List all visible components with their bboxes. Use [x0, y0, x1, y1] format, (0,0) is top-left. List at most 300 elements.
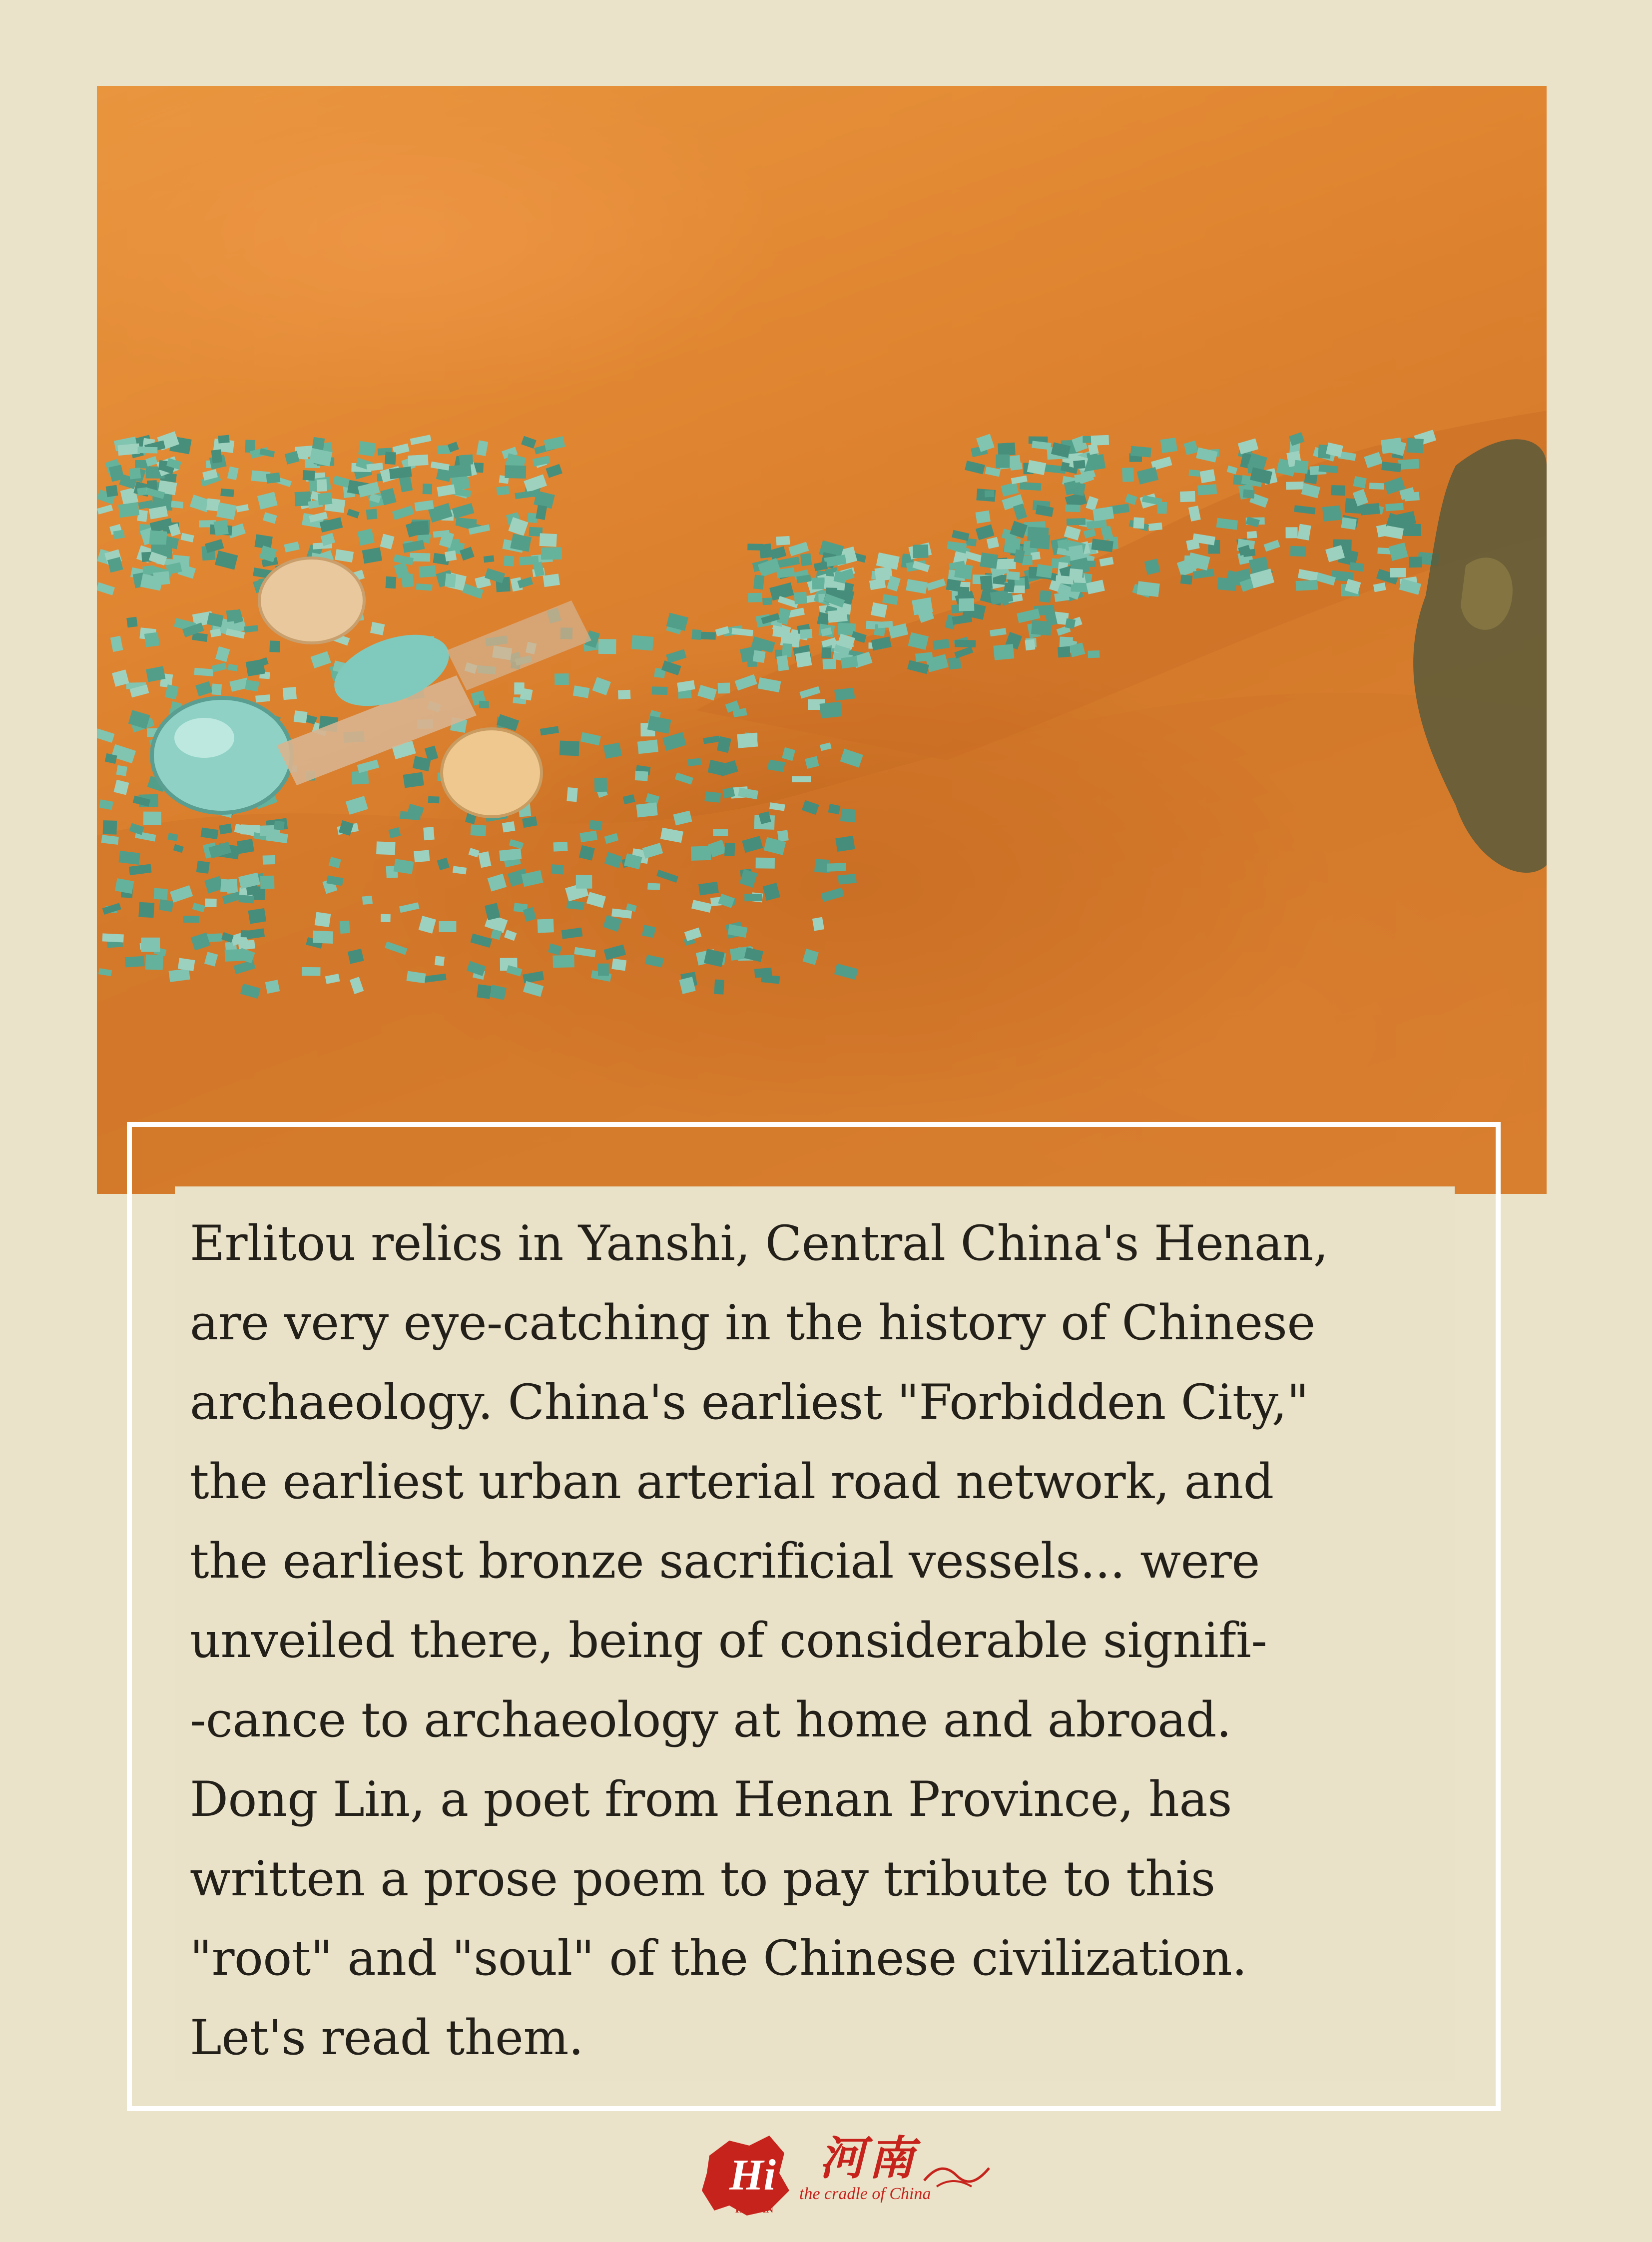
mosaic-tile	[759, 544, 772, 559]
mosaic-tile	[106, 485, 118, 497]
mosaic-tile	[97, 505, 113, 515]
mosaic-tile	[576, 875, 592, 889]
mosaic-tile	[194, 668, 214, 676]
mosaic-tile	[266, 473, 280, 484]
mosaic-tile	[876, 553, 900, 570]
mosaic-tile	[812, 917, 824, 931]
mosaic-tile	[835, 836, 855, 852]
mosaic-tile	[311, 651, 331, 668]
mosaic-tile	[519, 556, 539, 565]
mosaic-tile	[753, 650, 766, 663]
mosaic-tile	[965, 461, 985, 474]
mosaic-tile	[980, 575, 993, 590]
artifact-illustration	[97, 86, 1547, 1194]
mosaic-tile	[1065, 505, 1081, 512]
mosaic-tile	[1247, 531, 1257, 539]
mosaic-tile	[611, 959, 626, 971]
mosaic-tile	[381, 914, 391, 922]
mosaic-tile	[521, 436, 537, 449]
mosaic-tile	[792, 776, 811, 782]
mosaic-tile	[1406, 438, 1423, 454]
mosaic-tile	[385, 576, 396, 589]
mosaic-tile	[662, 732, 686, 751]
mosaic-tile	[416, 583, 433, 591]
mosaic-tile	[1013, 504, 1027, 520]
mosaic-tile	[554, 673, 569, 685]
mosaic-tile	[1398, 459, 1419, 470]
mosaic-tile	[315, 912, 331, 928]
mosaic-tile	[1025, 639, 1036, 650]
mosaic-tile	[1331, 485, 1345, 496]
mosaic-tile	[776, 655, 789, 671]
paragraph-line: Dong Lin, a poet from Henan Province, has	[190, 1771, 1232, 1827]
mosaic-tile	[110, 636, 123, 652]
mosaic-tile	[183, 916, 199, 923]
mosaic-tile	[955, 640, 976, 647]
mosaic-tile	[800, 554, 812, 566]
mosaic-tile	[118, 502, 140, 518]
mosaic-tile	[1286, 527, 1298, 538]
mosaic-tile	[724, 843, 735, 856]
mosaic-tile	[514, 682, 524, 694]
mosaic-tile	[117, 443, 140, 456]
mosaic-tile	[812, 577, 825, 589]
mosaic-tile	[205, 899, 216, 907]
mosaic-tile	[762, 597, 772, 605]
mosaic-tile	[215, 646, 230, 662]
mosaic-tile	[926, 578, 946, 590]
mosaic-tile	[366, 509, 378, 520]
mosaic-tile	[540, 533, 557, 547]
mosaic-tile	[777, 557, 800, 568]
mosaic-tile	[340, 921, 350, 934]
mosaic-tile	[99, 799, 113, 810]
mosaic-tile	[205, 539, 224, 553]
mosaic-tile	[1297, 524, 1311, 541]
mosaic-tile	[145, 456, 158, 467]
paragraph-line: the earliest bronze sacrificial vessels... were	[190, 1533, 1260, 1589]
mosaic-tile	[283, 687, 297, 700]
mosaic-tile	[1020, 482, 1041, 491]
mosaic-tile	[906, 579, 927, 593]
mosaic-tile	[1073, 483, 1086, 496]
mosaic-tile	[126, 617, 137, 628]
logo-henan-text: HENAN	[735, 2204, 774, 2215]
mosaic-tile	[731, 628, 753, 636]
mosaic-tile	[263, 855, 275, 865]
mosaic-tile	[103, 820, 117, 835]
mosaic-tile	[210, 628, 221, 637]
mosaic-tile	[598, 964, 609, 976]
mosaic-tile	[589, 820, 602, 831]
mosaic-tile	[129, 468, 141, 480]
mosaic-tile	[1227, 466, 1238, 475]
mosaic-tile	[477, 984, 492, 999]
mosaic-tile	[113, 530, 125, 539]
paragraph-line: -cance to archaeology at home and abroad.	[190, 1692, 1231, 1748]
mosaic-tile	[647, 883, 660, 890]
mosaic-tile	[227, 467, 239, 480]
mosaic-tile	[998, 443, 1016, 456]
mosaic-tile	[255, 694, 270, 702]
mosaic-tile	[362, 548, 382, 564]
mosaic-tile	[1217, 577, 1237, 591]
mosaic-tile	[996, 559, 1016, 569]
mosaic-tile	[346, 796, 368, 815]
mosaic-tile	[1130, 446, 1151, 458]
mosaic-tile	[592, 677, 611, 695]
mosaic-tile	[841, 656, 858, 668]
mosaic-tile	[985, 467, 1001, 477]
mosaic-tile	[159, 899, 174, 912]
mosaic-tile	[594, 778, 607, 792]
henan-logo	[694, 2126, 994, 2226]
mosaic-tile	[782, 747, 795, 761]
mosaic-tile	[1084, 529, 1096, 539]
mosaic-tile	[708, 760, 727, 776]
mosaic-tile	[241, 930, 260, 938]
mosaic-tile	[401, 573, 414, 587]
mosaic-tile	[737, 733, 758, 748]
mosaic-tile	[1322, 506, 1341, 522]
artifact-photo	[97, 86, 1547, 1194]
mosaic-tile	[827, 863, 846, 872]
mosaic-tile	[543, 573, 560, 587]
intro-paragraph	[190, 1204, 1459, 2078]
mosaic-tile	[125, 956, 145, 968]
mosaic-tile	[263, 512, 277, 524]
mosaic-tile	[153, 571, 170, 585]
mosaic-tile	[1004, 582, 1015, 593]
mosaic-tile	[748, 593, 762, 602]
mosaic-tile	[484, 556, 495, 563]
mosaic-tile	[533, 456, 550, 467]
mosaic-tile	[540, 726, 559, 736]
mosaic-tile	[1137, 581, 1160, 597]
mosaic-tile	[380, 534, 395, 550]
mosaic-tile	[952, 530, 970, 541]
mosaic-tile	[1409, 557, 1422, 567]
mosaic-tile	[411, 521, 429, 536]
mosaic-tile	[840, 749, 863, 768]
mosaic-tile	[370, 622, 385, 635]
mosaic-tile	[552, 955, 574, 968]
mosaic-tile	[1036, 564, 1053, 578]
mosaic-tile	[1031, 620, 1052, 635]
mosaic-tile	[1180, 574, 1192, 584]
mosaic-tile	[1180, 491, 1195, 502]
paragraph-line: Erlitou relics in Yanshi, Central China's Henan,	[190, 1215, 1328, 1271]
paragraph-line: the earliest urban arterial road network, and	[190, 1454, 1274, 1510]
mosaic-tile	[114, 780, 129, 795]
mosaic-tile	[452, 503, 475, 519]
mosaic-tile	[313, 931, 333, 944]
mosaic-tile	[976, 511, 991, 524]
mosaic-tile	[1385, 503, 1404, 512]
mosaic-tile	[753, 575, 764, 590]
mosaic-tile	[631, 635, 654, 651]
mosaic-tile	[1071, 582, 1088, 592]
mosaic-tile	[149, 531, 167, 546]
mosaic-tile	[171, 501, 183, 509]
mosaic-tile	[1399, 578, 1421, 595]
mosaic-tile	[502, 821, 516, 833]
mosaic-tile	[703, 736, 720, 744]
mosaic-tile	[362, 896, 373, 905]
stone-disc	[442, 729, 542, 817]
mosaic-tile	[1197, 484, 1217, 495]
mosaic-tile	[285, 451, 300, 465]
mosaic-tile	[1065, 618, 1076, 629]
mosaic-tile	[603, 743, 622, 759]
mosaic-tile	[178, 958, 195, 971]
mosaic-tile	[913, 545, 928, 558]
mosaic-tile	[805, 756, 819, 769]
mosaic-tile	[1091, 435, 1109, 446]
mosaic-tile	[116, 765, 127, 776]
mosaic-tile	[1006, 571, 1020, 580]
mosaic-tile	[109, 465, 124, 482]
mosaic-tile	[1360, 503, 1380, 516]
mosaic-tile	[794, 592, 807, 604]
mosaic-tile	[207, 612, 224, 627]
mosaic-tile	[1073, 460, 1086, 469]
mosaic-tile	[623, 794, 635, 804]
mosaic-tile	[236, 504, 249, 512]
mosaic-tile	[776, 536, 790, 546]
mosaic-tile	[1238, 439, 1258, 455]
mosaic-tile	[536, 505, 547, 520]
mosaic-tile	[767, 760, 785, 772]
mosaic-tile	[214, 520, 229, 536]
mosaic-tile	[637, 739, 658, 754]
mosaic-tile	[1001, 482, 1019, 497]
mosaic-tile	[245, 680, 259, 691]
mosaic-tile	[471, 824, 487, 836]
mosaic-tile	[544, 436, 565, 451]
mosaic-tile	[1184, 441, 1198, 455]
mosaic-tile	[677, 680, 695, 692]
mosaic-tile	[335, 549, 354, 562]
mosaic-tile	[580, 732, 601, 746]
mosaic-tile	[97, 728, 114, 743]
mosaic-tile	[477, 440, 489, 456]
mosaic-tile	[141, 938, 160, 952]
mosaic-tile	[302, 967, 320, 976]
mosaic-tile	[269, 640, 280, 652]
mosaic-tile	[212, 662, 227, 672]
mosaic-tile	[211, 449, 222, 463]
mosaic-tile	[459, 455, 473, 466]
mosaic-tile	[546, 464, 562, 478]
mosaic-tile	[987, 537, 999, 549]
mosaic-tile	[1032, 441, 1051, 450]
mosaic-tile	[820, 742, 832, 751]
mosaic-tile	[718, 683, 730, 694]
mosaic-tile	[423, 827, 435, 840]
mosaic-tile	[212, 683, 222, 695]
mosaic-tile	[777, 830, 789, 841]
mosaic-tile	[652, 686, 668, 695]
mosaic-tile	[265, 980, 280, 994]
mosaic-tile	[246, 659, 265, 676]
mosaic-tile	[143, 812, 161, 825]
logo-mark-text: Hi	[729, 2151, 776, 2200]
mosaic-tile	[137, 447, 157, 453]
mosaic-tile	[1148, 523, 1162, 531]
mosaic-tile	[358, 441, 376, 457]
mosaic-tile	[196, 861, 210, 874]
mosaic-tile	[691, 846, 711, 860]
mosaic-tile	[566, 787, 577, 802]
mosaic-tile	[352, 771, 369, 785]
mosaic-tile	[1369, 483, 1384, 490]
mosaic-tile	[317, 479, 327, 492]
mosaic-tile	[1294, 460, 1308, 474]
mosaic-tile	[1093, 507, 1114, 522]
mosaic-tile	[439, 921, 456, 932]
mosaic-tile	[274, 821, 285, 831]
mosaic-tile	[419, 565, 436, 578]
mosaic-tile	[1133, 517, 1144, 529]
mosaic-tile	[959, 598, 974, 611]
mosaic-tile	[237, 839, 254, 854]
mosaic-tile	[553, 842, 568, 852]
mosaic-tile	[449, 464, 472, 478]
mosaic-tile	[666, 649, 686, 663]
mosaic-tile	[456, 518, 477, 528]
mosaic-tile	[128, 710, 150, 729]
stone-disc	[259, 558, 364, 643]
mosaic-tile	[260, 876, 274, 889]
mosaic-tile	[318, 493, 333, 506]
mosaic-tile	[823, 659, 837, 669]
paragraph-line: unveiled there, being of considerable signifi-	[190, 1613, 1267, 1669]
mosaic-tile	[1125, 494, 1137, 505]
mosaic-tile	[1137, 467, 1159, 485]
mosaic-tile	[499, 848, 522, 861]
mosaic-tile	[445, 573, 456, 587]
mosaic-tile	[635, 771, 648, 781]
mosaic-tile	[714, 980, 724, 995]
mosaic-tile	[840, 808, 856, 822]
mosaic-tile	[410, 435, 432, 445]
mosaic-tile	[993, 644, 1014, 660]
mosaic-tile	[541, 547, 562, 560]
mosaic-tile	[97, 582, 115, 595]
mosaic-tile	[1199, 469, 1215, 483]
mosaic-tile	[834, 688, 855, 701]
mosaic-tile	[1341, 517, 1356, 530]
mosaic-tile	[248, 908, 267, 924]
paragraph-line: written a prose poem to pay tribute to this	[190, 1851, 1215, 1907]
mosaic-tile	[505, 465, 526, 479]
mosaic-tile	[598, 639, 616, 654]
mosaic-tile	[399, 476, 413, 492]
mosaic-tile	[1403, 524, 1421, 536]
mosaic-tile	[504, 556, 514, 566]
paragraph-line: archaeology. China's earliest "Forbidden City,"	[190, 1374, 1309, 1430]
mosaic-tile	[1296, 580, 1318, 591]
mosaic-tile	[144, 632, 160, 647]
mosaic-tile	[800, 629, 812, 639]
mosaic-tile	[756, 858, 775, 869]
mosaic-tile	[1086, 496, 1098, 511]
mosaic-tile	[782, 643, 792, 657]
mosaic-tile	[827, 609, 847, 623]
mosaic-tile	[357, 529, 375, 546]
mosaic-tile	[985, 490, 994, 497]
mosaic-tile	[882, 594, 898, 605]
paragraph-line: "root" and "soul" of the Chinese civilization.	[190, 1930, 1247, 1986]
mosaic-tile	[838, 874, 857, 885]
mosaic-tile	[102, 933, 124, 942]
mosaic-tile	[618, 690, 630, 699]
mosaic-tile	[1036, 505, 1054, 517]
mosaic-tile	[408, 455, 428, 466]
mosaic-tile	[294, 710, 308, 723]
mosaic-tile	[376, 841, 395, 855]
mosaic-tile	[145, 955, 163, 970]
mosaic-tile	[497, 486, 510, 496]
mosaic-tile	[675, 772, 693, 784]
mosaic-tile	[154, 888, 168, 900]
mosaic-tile	[551, 864, 563, 874]
mosaic-tile	[1290, 546, 1306, 557]
mosaic-tile	[704, 791, 721, 803]
mosaic-tile	[284, 542, 299, 553]
mosaic-tile	[347, 509, 360, 518]
mosaic-tile	[691, 629, 701, 640]
mosaic-tile	[538, 919, 554, 933]
mosaic-tile	[1039, 590, 1051, 602]
mosaic-tile	[445, 551, 457, 561]
mosaic-tile	[744, 894, 762, 901]
mosaic-tile	[207, 933, 223, 942]
mosaic-tile	[871, 602, 887, 618]
mosaic-tile	[958, 587, 970, 600]
mosaic-tile	[479, 701, 489, 708]
staff-knob	[152, 698, 292, 813]
mosaic-tile	[1122, 468, 1134, 482]
mosaic-tile	[180, 533, 194, 543]
mosaic-tile	[820, 701, 842, 718]
mosaic-tile	[1067, 518, 1086, 526]
mosaic-tile	[423, 484, 433, 495]
mosaic-tile	[754, 968, 772, 978]
mosaic-tile	[573, 685, 590, 698]
mosaic-tile	[915, 652, 933, 662]
mosaic-tile	[1056, 575, 1074, 585]
mosaic-tile	[257, 492, 278, 509]
mosaic-tile	[435, 956, 445, 966]
mosaic-tile	[403, 772, 424, 788]
mosaic-tile	[244, 625, 258, 632]
mosaic-tile	[220, 489, 234, 497]
mosaic-tile	[385, 452, 396, 465]
mosaic-tile	[1058, 646, 1071, 658]
mosaic-tile	[195, 681, 212, 696]
mosaic-tile	[1010, 463, 1023, 471]
mosaic-tile	[226, 609, 237, 622]
mosaic-tile	[770, 547, 787, 560]
paragraph-line: are very eye-catching in the history of Chinese	[190, 1295, 1315, 1351]
mosaic-tile	[303, 470, 315, 481]
mosaic-tile	[414, 850, 430, 862]
mosaic-tile	[238, 895, 254, 903]
mosaic-tile	[697, 685, 717, 700]
mosaic-tile	[559, 741, 579, 756]
